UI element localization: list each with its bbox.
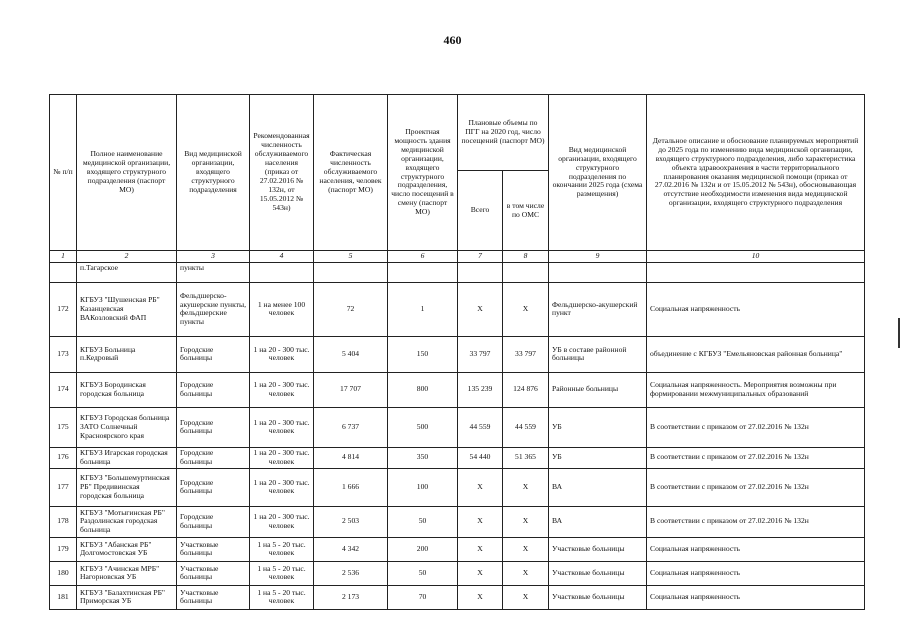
row-type: Участковые больницы xyxy=(177,561,250,585)
row-type-2025: Районные больницы xyxy=(549,372,647,407)
row-capacity: 100 xyxy=(388,468,458,506)
row-description: В соответствии с приказом от 27.02.2016 № 132н xyxy=(647,447,865,468)
row-planned-total: X xyxy=(458,282,503,336)
row-capacity: 200 xyxy=(388,537,458,561)
row-actual: 72 xyxy=(314,282,388,336)
row-type: Участковые больницы xyxy=(177,537,250,561)
column-number: 5 xyxy=(314,251,388,263)
row-capacity: 150 xyxy=(388,336,458,372)
row-num: 172 xyxy=(50,282,77,336)
header-planned-oms: в том числе по ОМС xyxy=(503,171,549,251)
row-capacity: 350 xyxy=(388,447,458,468)
continuation-row xyxy=(50,262,865,282)
row-actual: 6 737 xyxy=(314,407,388,447)
row-actual: 2 536 xyxy=(314,561,388,585)
row-type: Городские больницы xyxy=(177,468,250,506)
row-num: 177 xyxy=(50,468,77,506)
row-capacity: 1 xyxy=(388,282,458,336)
scan-edge-mark xyxy=(898,318,900,348)
row-name: КГБУЗ Игарская городская больница xyxy=(77,447,177,468)
row-type-2025: Участковые больницы xyxy=(549,537,647,561)
table-row xyxy=(50,407,865,447)
row-actual: 1 666 xyxy=(314,468,388,506)
row-planned-total: 135 239 xyxy=(458,372,503,407)
header-capacity: Проектная мощность здания медицинской организации, входящего структурного подразделения, число посещений в смену (паспорт МО) xyxy=(388,95,458,251)
header-description: Детальное описание и обоснование планируемых мероприятий до 2025 года по изменению вида медицинской организации, входящего структурного подразделения, либо характеристика объекта здравоохранения в части территориального планирования оказания медицинской помощи (приказ от 27.02.2016 № 132н и от 15.05.2012 № 543н), обосновывающая отсутствие необходимости изменения вида медицинской организации, входящего структурного подразделения xyxy=(647,95,865,251)
column-number: 7 xyxy=(458,251,503,263)
row-planned-total: X xyxy=(458,506,503,537)
row-type: Фельдшерско-акушерские пункты, фельдшерские пункты xyxy=(177,282,250,336)
row-type-2025: ВА xyxy=(549,506,647,537)
table-row xyxy=(50,282,865,336)
header-recommended: Рекомендованная численность обслуживаемого населения (приказ от 27.02.2016 № 132н, от 15.05.2012 № 543н) xyxy=(250,95,314,251)
row-planned-oms: 44 559 xyxy=(503,407,549,447)
row-planned-total: 33 797 xyxy=(458,336,503,372)
column-number: 8 xyxy=(503,251,549,263)
header-actual: Фактическая численность обслуживаемого населения, человек (паспорт МО) xyxy=(314,95,388,251)
row-description: Социальная напряженность xyxy=(647,282,865,336)
row-description: В соответствии с приказом от 27.02.2016 № 132н xyxy=(647,407,865,447)
table-row xyxy=(50,468,865,506)
table-row xyxy=(50,506,865,537)
row-recommended: 1 на 5 - 20 тыс. человек xyxy=(250,561,314,585)
row-recommended: 1 на 20 - 300 тыс. человек xyxy=(250,447,314,468)
row-type-2025: Участковые больницы xyxy=(549,561,647,585)
row-actual: 5 404 xyxy=(314,336,388,372)
row-description: Социальная напряженность xyxy=(647,537,865,561)
row-recommended: 1 на 20 - 300 тыс. человек xyxy=(250,336,314,372)
row-num: 178 xyxy=(50,506,77,537)
row-planned-oms: 124 876 xyxy=(503,372,549,407)
row-type: Городские больницы xyxy=(177,336,250,372)
row-type-2025: Фельдшерско-акушерский пункт xyxy=(549,282,647,336)
row-num: 173 xyxy=(50,336,77,372)
row-name: КГБУЗ "Большемуртинская РБ" Предивинская городская больница xyxy=(77,468,177,506)
row-num: 174 xyxy=(50,372,77,407)
table-row xyxy=(50,447,865,468)
table-row xyxy=(50,537,865,561)
column-number: 3 xyxy=(177,251,250,263)
row-planned-total: 44 559 xyxy=(458,407,503,447)
row-capacity: 50 xyxy=(388,561,458,585)
column-number: 10 xyxy=(647,251,865,263)
table-row xyxy=(50,372,865,407)
row-recommended: 1 на 5 - 20 тыс. человек xyxy=(250,585,314,609)
row-type-2025: ВА xyxy=(549,468,647,506)
row-num: 180 xyxy=(50,561,77,585)
header-num: № п/п xyxy=(50,95,77,251)
row-name: КГБУЗ "Мотыгинская РБ" Раздолинская городская больница xyxy=(77,506,177,537)
header-row xyxy=(50,95,865,171)
row-capacity: 500 xyxy=(388,407,458,447)
row-planned-oms: X xyxy=(503,561,549,585)
row-planned-total: X xyxy=(458,468,503,506)
row-planned-oms: X xyxy=(503,282,549,336)
row-actual: 2 173 xyxy=(314,585,388,609)
row-type-2025: УБ в составе районной больницы xyxy=(549,336,647,372)
column-number: 2 xyxy=(77,251,177,263)
header-type: Вид медицинской организации, входящего структурного подразделения xyxy=(177,95,250,251)
row-num: 176 xyxy=(50,447,77,468)
row-num: 175 xyxy=(50,407,77,447)
row-type: Городские больницы xyxy=(177,447,250,468)
row-recommended: 1 на 20 - 300 тыс. человек xyxy=(250,468,314,506)
row-name: КГБУЗ Бородинская городская больница xyxy=(77,372,177,407)
row-planned-total: 54 440 xyxy=(458,447,503,468)
header-planned-group: Плановые объемы по ПГГ на 2020 год, число посещений (паспорт МО) xyxy=(458,95,549,171)
row-type: Городские больницы xyxy=(177,407,250,447)
row-type: Городские больницы xyxy=(177,372,250,407)
row-actual: 4 814 xyxy=(314,447,388,468)
row-type: Участковые больницы xyxy=(177,585,250,609)
table-row xyxy=(50,561,865,585)
row-description: объединение с КГБУЗ "Емельяновская районная больница" xyxy=(647,336,865,372)
row-name: КГБУЗ Городская больница ЗАТО Солнечный Красноярского края xyxy=(77,407,177,447)
row-recommended: 1 на 20 - 300 тыс. человек xyxy=(250,506,314,537)
row-recommended: 1 на менее 100 человек xyxy=(250,282,314,336)
row-type-2025: УБ xyxy=(549,407,647,447)
header-name: Полное наименование медицинской организации, входящего структурного подразделения (паспорт МО) xyxy=(77,95,177,251)
row-capacity: 50 xyxy=(388,506,458,537)
row-capacity: 800 xyxy=(388,372,458,407)
row-description: Социальная напряженность xyxy=(647,585,865,609)
row-capacity: 70 xyxy=(388,585,458,609)
row-description: Социальная напряженность. Мероприятия возможны при формировании межмуниципальных образований xyxy=(647,372,865,407)
row-planned-total: X xyxy=(458,537,503,561)
row-num: 179 xyxy=(50,537,77,561)
row-name: КГБУЗ "Балахтинская РБ" Приморская УБ xyxy=(77,585,177,609)
row-recommended: 1 на 5 - 20 тыс. человек xyxy=(250,537,314,561)
row-type: Городские больницы xyxy=(177,506,250,537)
row-actual: 2 503 xyxy=(314,506,388,537)
row-name: КГБУЗ "Ачинская МРБ" Нагорновская УБ xyxy=(77,561,177,585)
header-planned-total: Всего xyxy=(458,171,503,251)
row-description: В соответствии с приказом от 27.02.2016 № 132н xyxy=(647,506,865,537)
row-planned-oms: X xyxy=(503,585,549,609)
continuation-name: п.Тагарское xyxy=(77,262,177,282)
continuation-type: пункты xyxy=(177,262,250,282)
row-actual: 4 342 xyxy=(314,537,388,561)
row-planned-oms: X xyxy=(503,506,549,537)
row-description: Социальная напряженность xyxy=(647,561,865,585)
column-number: 9 xyxy=(549,251,647,263)
row-recommended: 1 на 20 - 300 тыс. человек xyxy=(250,372,314,407)
column-number: 4 xyxy=(250,251,314,263)
row-description: В соответствии с приказом от 27.02.2016 № 132н xyxy=(647,468,865,506)
table-row xyxy=(50,336,865,372)
row-planned-total: X xyxy=(458,585,503,609)
row-name: КГБУЗ "Шушенская РБ" Казанцевская ВАКозловский ФАП xyxy=(77,282,177,336)
column-number: 6 xyxy=(388,251,458,263)
row-actual: 17 707 xyxy=(314,372,388,407)
row-planned-oms: 33 797 xyxy=(503,336,549,372)
row-planned-total: X xyxy=(458,561,503,585)
row-planned-oms: X xyxy=(503,468,549,506)
row-planned-oms: X xyxy=(503,537,549,561)
header-type-2025: Вид медицинской организации, входящего структурного подразделения по окончании 2025 года (схема размещения) xyxy=(549,95,647,251)
row-name: КГБУЗ Больница п.Кедровый xyxy=(77,336,177,372)
row-num: 181 xyxy=(50,585,77,609)
row-name: КГБУЗ "Абанская РБ" Долгомостовская УБ xyxy=(77,537,177,561)
row-recommended: 1 на 20 - 300 тыс. человек xyxy=(250,407,314,447)
table-row xyxy=(50,585,865,609)
column-number: 1 xyxy=(50,251,77,263)
row-type-2025: УБ xyxy=(549,447,647,468)
facilities-table xyxy=(49,94,865,610)
page-number: 460 xyxy=(443,33,462,47)
row-type-2025: Участковые больницы xyxy=(549,585,647,609)
row-planned-oms: 51 365 xyxy=(503,447,549,468)
column-numbers-row xyxy=(50,251,865,263)
